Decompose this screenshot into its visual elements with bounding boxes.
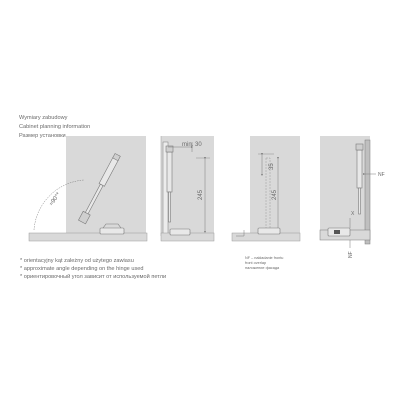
panel-1-angled-view bbox=[29, 136, 147, 241]
min-30-label: min. 30 bbox=[182, 142, 202, 148]
nf-bottom-label: NF bbox=[348, 251, 354, 258]
panel-2-side-view bbox=[161, 136, 214, 241]
nf-note-line-1: NF – nakładanie frontu bbox=[245, 256, 284, 260]
dim-35-label: 35 bbox=[269, 163, 275, 170]
cabinet-side-panel-4 bbox=[320, 136, 370, 236]
nf-note-line-2: front overlap bbox=[245, 261, 267, 265]
height-245-label-2: 245 bbox=[272, 189, 278, 200]
panel-3-side-view bbox=[232, 136, 300, 241]
height-245-label-1: 245 bbox=[198, 189, 204, 200]
cabinet-side-panel-1 bbox=[66, 136, 146, 236]
cabinet-side-panel-3 bbox=[250, 136, 300, 236]
heading-russian: Размер установки bbox=[19, 133, 66, 139]
nf-note-line-3: наложение фасада bbox=[245, 266, 280, 270]
footnote-english: * approximate angle depending on the hinge used bbox=[20, 266, 144, 272]
footnotes bbox=[20, 257, 166, 281]
cabinet-bottom-panel-1 bbox=[29, 233, 147, 241]
x-label: X bbox=[351, 211, 355, 217]
nf-note bbox=[245, 256, 283, 271]
hinge-block-1 bbox=[100, 228, 124, 234]
footnote-polish: * orientacyjny kąt zależny od użytego zawiasu bbox=[20, 258, 134, 264]
footnote-russian: * ориентировочный угол зависит от используемой петли bbox=[20, 274, 167, 280]
angle-label: ≈90°* bbox=[48, 191, 63, 208]
heading-english: Cabinet planning information bbox=[19, 124, 91, 130]
nf-top-label: NF bbox=[378, 172, 385, 178]
panel-4-front-overlap bbox=[320, 136, 385, 258]
door-front bbox=[365, 140, 370, 244]
heading-polish: Wymiary zabudowy bbox=[19, 115, 68, 121]
